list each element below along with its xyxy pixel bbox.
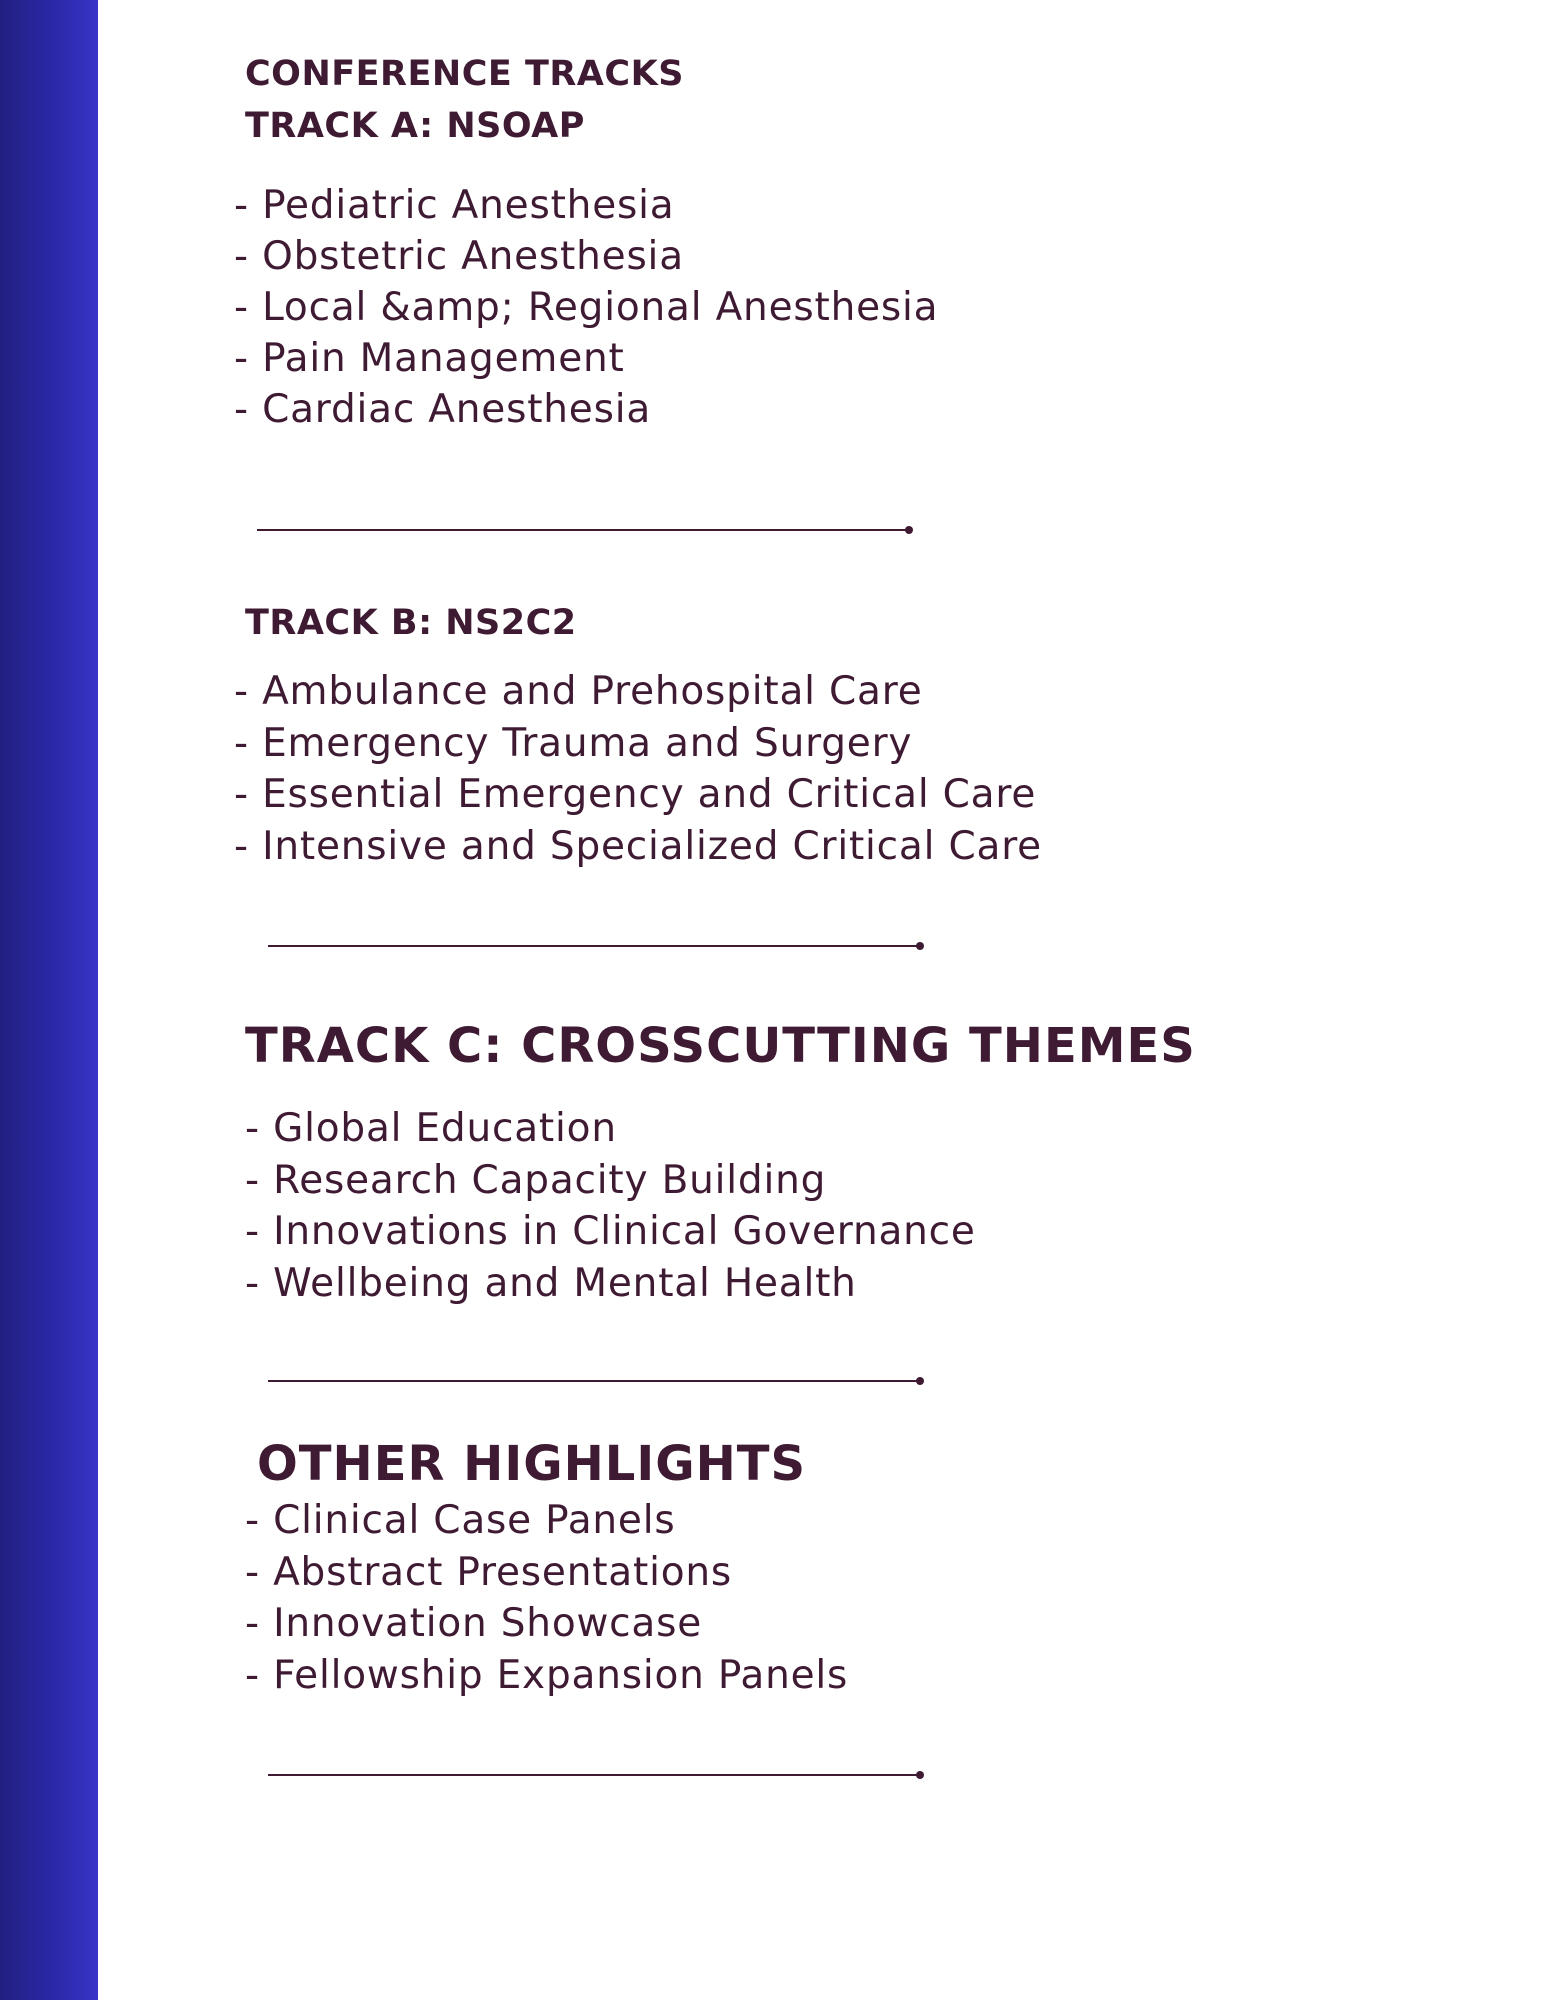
list-item: - Pain Management: [234, 336, 625, 381]
other-highlights-title: OTHER HIGHLIGHTS: [257, 1436, 807, 1492]
section-divider: [257, 529, 909, 531]
list-item: - Clinical Case Panels: [245, 1498, 676, 1543]
track-c-list: [245, 1103, 976, 1309]
track-b-list: [234, 666, 1042, 872]
list-item: - Cardiac Anesthesia: [234, 387, 652, 432]
section-divider: [268, 1380, 920, 1382]
list-item: - Research Capacity Building: [245, 1157, 827, 1203]
track-a-title: TRACK A: NSOAP: [245, 106, 585, 146]
list-item: - Ambulance and Prehospital Care: [234, 669, 923, 714]
track-a-list: [234, 180, 938, 435]
list-item: - Global Education: [245, 1106, 617, 1151]
list-item: - Wellbeing and Mental Health: [245, 1260, 857, 1306]
other-highlights-list: [245, 1495, 848, 1701]
list-item: - Pediatric Anesthesia: [234, 183, 675, 228]
list-item: - Essential Emergency and Critical Care: [234, 772, 1037, 817]
section-divider: [268, 945, 920, 947]
accent-side-bar: [0, 0, 98, 2000]
list-item: - Intensive and Specialized Critical Care: [234, 823, 1042, 869]
list-item: - Innovation Showcase: [245, 1601, 703, 1646]
list-item: - Local &amp; Regional Anesthesia: [234, 285, 939, 330]
list-item: - Obstetric Anesthesia: [234, 234, 684, 279]
track-c-title: TRACK C: CROSSCUTTING THEMES: [245, 1018, 1196, 1074]
list-item: - Fellowship Expansion Panels: [245, 1652, 849, 1698]
conference-tracks-title: CONFERENCE TRACKS: [245, 54, 684, 94]
list-item: - Emergency Trauma and Surgery: [234, 720, 913, 766]
list-item: - Abstract Presentations: [245, 1549, 733, 1595]
track-b-title: TRACK B: NS2C2: [245, 603, 577, 643]
list-item: - Innovations in Clinical Governance: [245, 1209, 976, 1254]
section-divider: [268, 1774, 920, 1776]
